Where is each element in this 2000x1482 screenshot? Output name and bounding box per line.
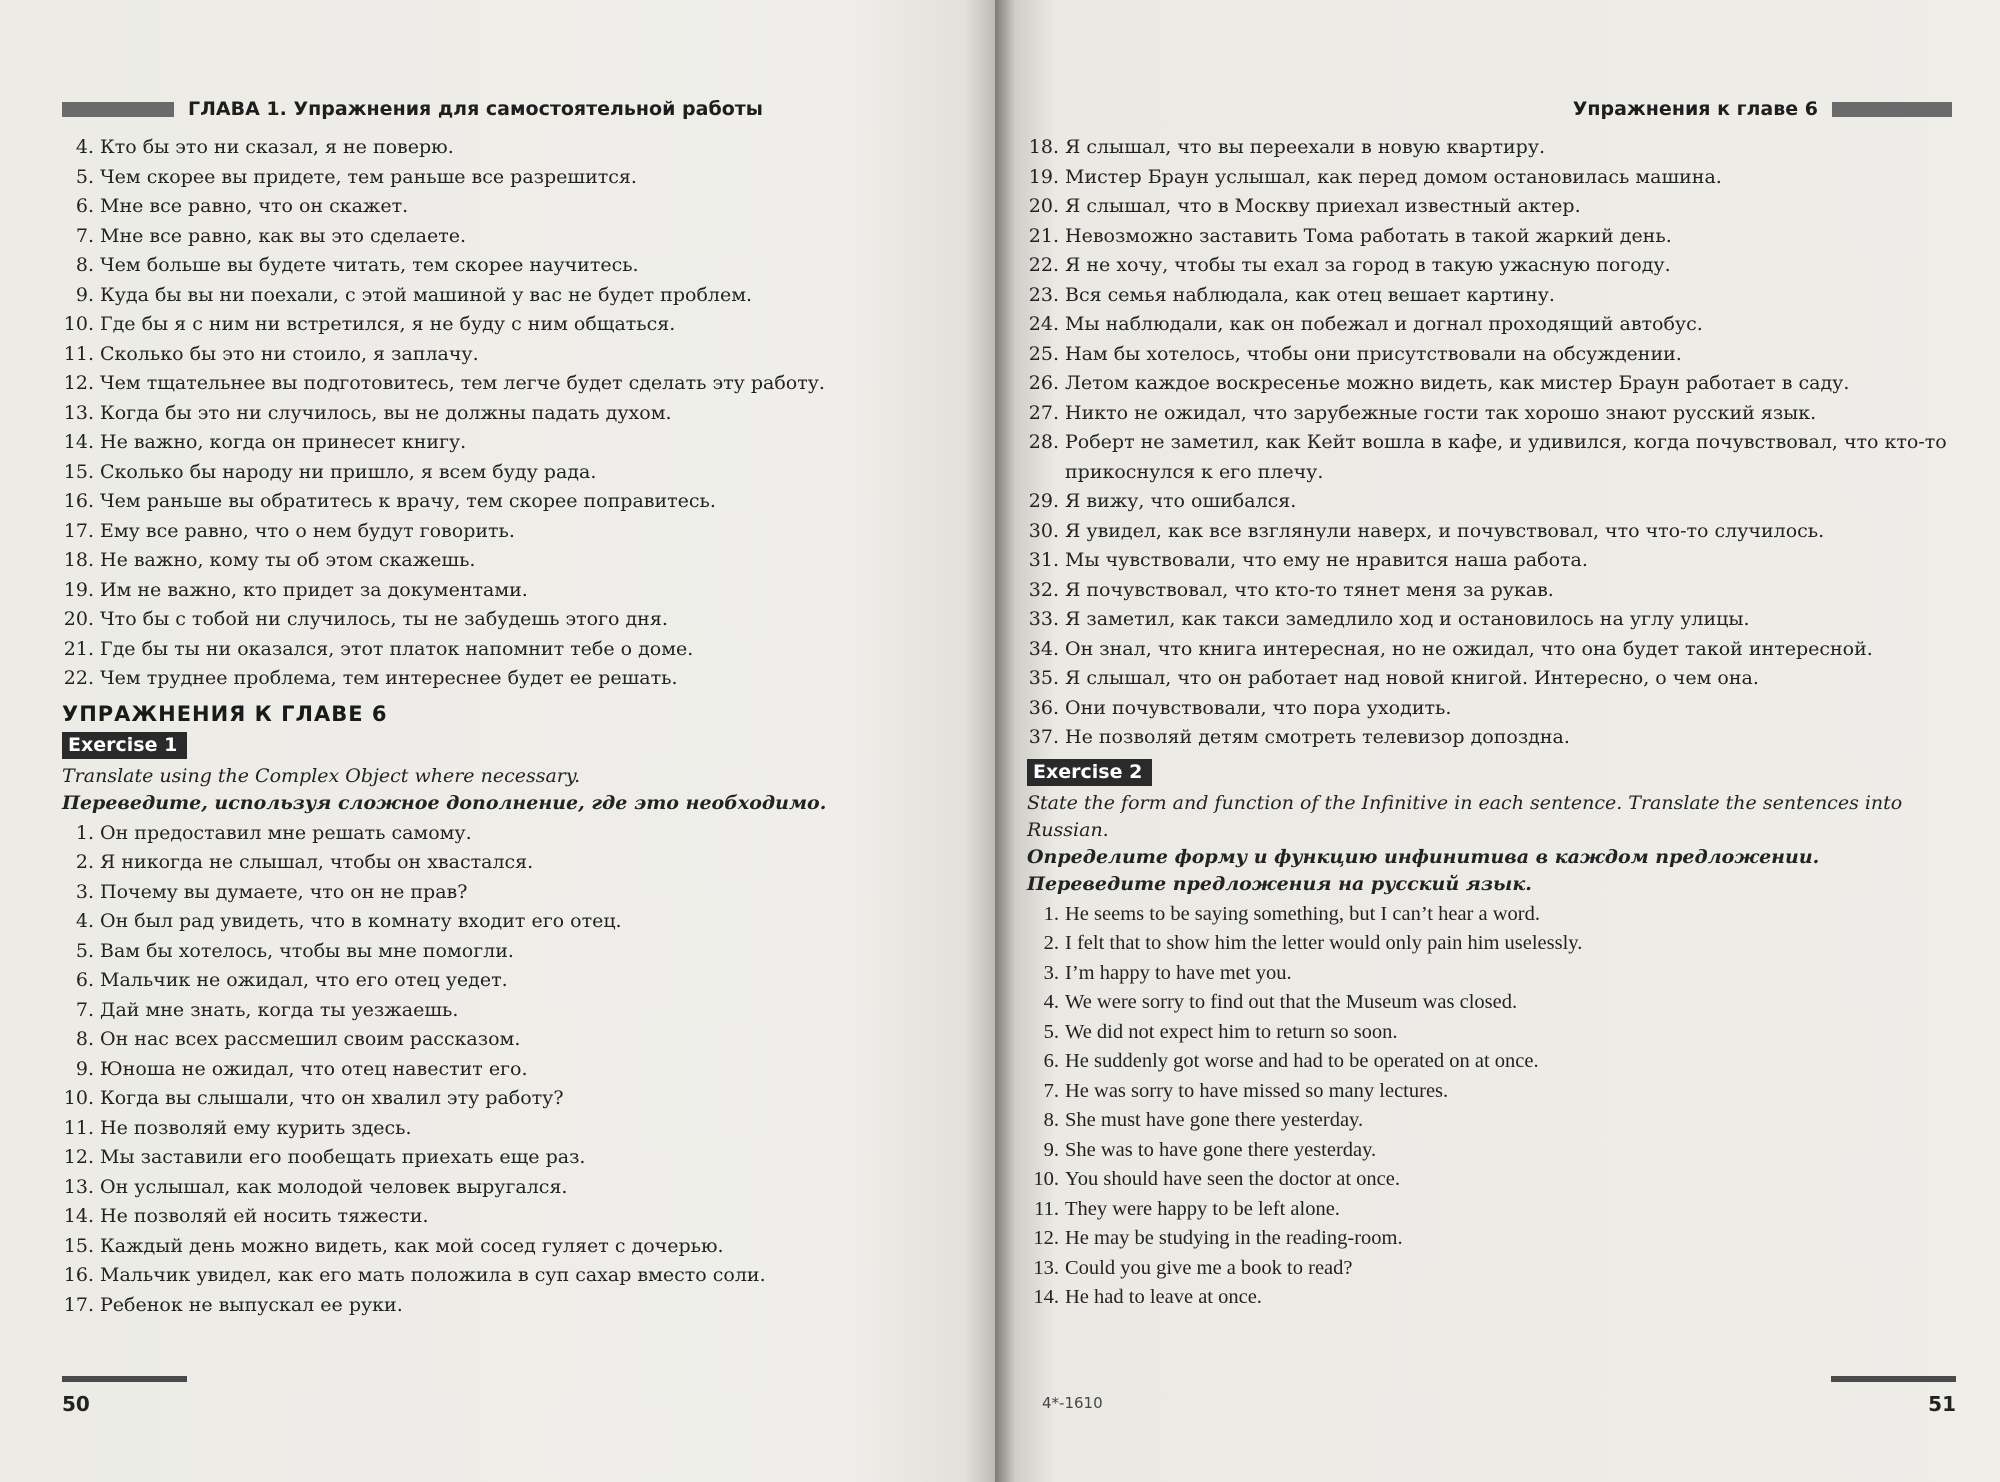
- item-text: Сколько бы это ни стоило, я заплачу.: [100, 342, 479, 365]
- list-item: [62, 1173, 932, 1203]
- list-item: [1027, 900, 1962, 930]
- item-number: 18.: [1028, 136, 1059, 158]
- list-item: [62, 1202, 932, 1232]
- item-number: 11.: [63, 1116, 94, 1139]
- list-item: [1027, 1254, 1962, 1284]
- item-number: 11.: [63, 342, 94, 365]
- list-item: [1027, 399, 1962, 429]
- item-text: Мы заставили его пообещать приехать еще раз.: [100, 1146, 586, 1168]
- list-item: [1027, 664, 1962, 694]
- left-running-header: [62, 98, 763, 120]
- list-item: [62, 576, 932, 606]
- item-number: 3.: [75, 880, 94, 903]
- item-text: He had to leave at once.: [1065, 1286, 1262, 1308]
- item-text: She must have gone there yesterday.: [1065, 1109, 1364, 1131]
- list-item: [62, 819, 932, 849]
- item-number: 19.: [1028, 165, 1059, 188]
- item-number: 22.: [63, 667, 94, 689]
- item-text: We were sorry to find out that the Museum was closed.: [1065, 991, 1518, 1013]
- list-item: [62, 546, 932, 576]
- item-text: Где бы я с ним ни встретился, я не буду с ним общаться.: [100, 313, 676, 335]
- item-text: He was sorry to have missed so many lectures.: [1065, 1079, 1449, 1102]
- item-text: Чем скорее вы придете, тем раньше все разрешится.: [100, 165, 637, 188]
- item-text: Он знал, что книга интересная, но не ожидал, что она будет такой интересной.: [1065, 637, 1873, 660]
- item-text: Не позволяй ей носить тяжести.: [100, 1205, 429, 1227]
- item-number: 13.: [63, 1175, 94, 1198]
- list-item: [62, 369, 932, 399]
- item-number: 29.: [1028, 490, 1059, 512]
- item-text: Кто бы это ни сказал, я не поверю.: [100, 136, 454, 158]
- item-text: Мистер Браун услышал, как перед домом остановилась машина.: [1065, 165, 1722, 188]
- item-number: 3.: [1043, 961, 1059, 984]
- item-number: 6.: [75, 969, 94, 991]
- item-number: 12.: [1033, 1227, 1059, 1249]
- item-number: 1.: [75, 821, 94, 844]
- header-bar: [62, 102, 174, 117]
- list-item: [1027, 723, 1962, 753]
- item-text: He may be studying in the reading-room.: [1065, 1227, 1403, 1249]
- item-number: 7.: [75, 998, 94, 1021]
- list-item: [1027, 546, 1962, 576]
- list-item: [1027, 605, 1962, 635]
- item-text: Что бы с тобой ни случилось, ты не забудешь этого дня.: [100, 608, 668, 630]
- right-page-number: 51: [1928, 1392, 1956, 1416]
- list-item: [1027, 1195, 1962, 1225]
- list-item: [1027, 1224, 1962, 1254]
- item-number: 10.: [63, 1087, 94, 1109]
- item-number: 16.: [63, 1264, 94, 1286]
- left-content: [62, 133, 932, 1320]
- list-item: [1027, 1018, 1962, 1048]
- item-text: Он услышал, как молодой человек выругался.: [100, 1175, 568, 1198]
- list-item: [62, 310, 932, 340]
- item-number: 15.: [63, 1234, 94, 1257]
- item-text: Когда вы слышали, что он хвалил эту работу?: [100, 1087, 564, 1109]
- list-item: [62, 635, 932, 665]
- list-item: [62, 937, 932, 967]
- list-item: [1027, 340, 1962, 370]
- list-item: [62, 605, 932, 635]
- list-item: [62, 487, 932, 517]
- exercise-1-label: Exercise 1: [62, 732, 187, 759]
- item-number: 4.: [75, 136, 94, 158]
- item-text: I’m happy to have met you.: [1065, 961, 1292, 984]
- item-text: Чем больше вы будете читать, тем скорее научитесь.: [100, 254, 639, 276]
- item-text: Сколько бы народу ни пришло, я всем буду рада.: [100, 460, 597, 483]
- item-number: 30.: [1028, 519, 1059, 542]
- list-item: [62, 192, 932, 222]
- item-number: 20.: [63, 608, 94, 630]
- left-footer: [62, 1376, 187, 1416]
- list-item: [62, 163, 932, 193]
- right-items-list: [1027, 133, 1962, 753]
- item-text: Куда бы вы ни поехали, с этой машиной у вас не будет проблем.: [100, 283, 753, 306]
- footer-bar: [1831, 1376, 1956, 1382]
- list-item: [1027, 1077, 1962, 1107]
- item-text: Не позволяй детям смотреть телевизор допоздна.: [1065, 726, 1570, 748]
- item-number: 25.: [1028, 342, 1059, 365]
- item-text: She was to have gone there yesterday.: [1065, 1138, 1377, 1161]
- item-number: 12.: [63, 1146, 94, 1168]
- item-text: Нам бы хотелось, чтобы они присутствовали на обсуждении.: [1065, 342, 1682, 365]
- list-item: [62, 517, 932, 547]
- list-item: [1027, 1165, 1962, 1195]
- list-item: [1027, 133, 1962, 163]
- item-number: 2.: [1043, 932, 1059, 954]
- item-number: 37.: [1028, 726, 1059, 748]
- item-text: You should have seen the doctor at once.: [1065, 1168, 1400, 1190]
- item-text: Дай мне знать, когда ты уезжаешь.: [100, 998, 459, 1021]
- item-text: Я слышал, что в Москву приехал известный актер.: [1065, 195, 1581, 217]
- item-number: 5.: [1043, 1020, 1059, 1043]
- list-item: [62, 340, 932, 370]
- item-text: He seems to be saying something, but I can’t hear a word.: [1065, 902, 1540, 925]
- list-item: [62, 907, 932, 937]
- exercise-2-instruction-ru: Определите форму и функцию инфинитива в каждом предложении. Переведите предложения на русский язык.: [1027, 845, 1820, 895]
- item-number: 13.: [63, 401, 94, 424]
- item-number: 4.: [1043, 991, 1059, 1013]
- list-item: [1027, 959, 1962, 989]
- item-text: Вам бы хотелось, чтобы вы мне помогли.: [100, 939, 514, 962]
- item-text: Летом каждое воскресенье можно видеть, как мистер Браун работает в саду.: [1065, 372, 1850, 394]
- item-text: Чем раньше вы обратитесь к врачу, тем скорее поправитесь.: [100, 490, 716, 512]
- list-item: [62, 428, 932, 458]
- item-number: 36.: [1028, 696, 1059, 719]
- item-text: Не важно, кому ты об этом скажешь.: [100, 549, 476, 571]
- right-page: [995, 0, 2000, 1482]
- right-header-text: Упражнения к главе 6: [1572, 98, 1818, 120]
- item-text: Он нас всех рассмешил своим рассказом.: [100, 1028, 521, 1050]
- list-item: [62, 848, 932, 878]
- item-text: Я вижу, что ошибался.: [1065, 490, 1297, 512]
- item-text: Я не хочу, чтобы ты ехал за город в такую ужасную погоду.: [1065, 254, 1671, 276]
- item-text: Он предоставил мне решать самому.: [100, 821, 472, 844]
- item-number: 14.: [63, 431, 94, 453]
- item-text: Каждый день можно видеть, как мой сосед гуляет с дочерью.: [100, 1234, 724, 1257]
- item-number: 9.: [75, 283, 94, 306]
- list-item: [62, 1143, 932, 1173]
- list-item: [1027, 487, 1962, 517]
- item-text: Я почувствовал, что кто-то тянет меня за рукав.: [1065, 578, 1554, 601]
- list-item: [1027, 163, 1962, 193]
- item-text: They were happy to be left alone.: [1065, 1197, 1340, 1220]
- item-text: Мы чувствовали, что ему не нравится наша работа.: [1065, 549, 1588, 571]
- list-item: [1027, 192, 1962, 222]
- item-text: Чем тщательнее вы подготовитесь, тем легче будет сделать эту работу.: [100, 372, 825, 394]
- list-item: [62, 1261, 932, 1291]
- exercise-1-list: [62, 819, 932, 1321]
- item-text: Ему все равно, что о нем будут говорить.: [100, 519, 515, 542]
- item-number: 13.: [1033, 1256, 1059, 1279]
- exercise-2-instruction-en: State the form and function of the Infinitive in each sentence. Translate the sentences into Russian.: [1027, 791, 1903, 841]
- item-text: Я слышал, что вы переехали в новую квартиру.: [1065, 136, 1546, 158]
- item-text: Юноша не ожидал, что отец навестит его.: [100, 1057, 528, 1080]
- item-number: 1.: [1043, 902, 1059, 925]
- list-item: [62, 281, 932, 311]
- list-item: [62, 222, 932, 252]
- item-number: 15.: [63, 460, 94, 483]
- list-item: [1027, 251, 1962, 281]
- item-number: 10.: [1033, 1168, 1059, 1190]
- item-text: Я заметил, как такси замедлило ход и остановилось на углу улицы.: [1065, 608, 1750, 630]
- list-item: [1027, 576, 1962, 606]
- list-item: [1027, 1136, 1962, 1166]
- item-text: Не важно, когда он принесет книгу.: [100, 431, 467, 453]
- list-item: [62, 251, 932, 281]
- item-text: I felt that to show him the letter would only pain him uselessly.: [1065, 932, 1583, 954]
- section-title: УПРАЖНЕНИЯ К ГЛАВЕ 6: [62, 701, 388, 726]
- item-number: 5.: [75, 165, 94, 188]
- item-number: 8.: [1043, 1109, 1059, 1131]
- item-text: Они почувствовали, что пора уходить.: [1065, 696, 1452, 719]
- item-number: 34.: [1028, 637, 1059, 660]
- item-number: 24.: [1028, 313, 1059, 335]
- item-text: Мне все равно, что он скажет.: [100, 195, 409, 217]
- list-item: [62, 878, 932, 908]
- list-item: [62, 966, 932, 996]
- item-number: 26.: [1028, 372, 1059, 394]
- list-item: [1027, 1106, 1962, 1136]
- item-number: 19.: [63, 578, 94, 601]
- item-number: 7.: [75, 224, 94, 247]
- list-item: [62, 1025, 932, 1055]
- item-text: Мне все равно, как вы это сделаете.: [100, 224, 467, 247]
- item-number: 33.: [1028, 608, 1059, 630]
- item-number: 21.: [1028, 224, 1059, 247]
- printer-signature: 4*-1610: [1042, 1394, 1103, 1412]
- list-item: [1027, 517, 1962, 547]
- item-text: Could you give me a book to read?: [1065, 1256, 1353, 1279]
- list-item: [1027, 281, 1962, 311]
- item-text: Почему вы думаете, что он не прав?: [100, 880, 468, 903]
- exercise-1-instruction-ru: Переведите, используя сложное дополнение, где это необходимо.: [62, 791, 827, 814]
- exercise-1-instruction-en: Translate using the Complex Object where necessary.: [62, 764, 581, 787]
- item-number: 14.: [1033, 1286, 1059, 1308]
- left-items-list: [62, 133, 932, 694]
- item-text: Мальчик увидел, как его мать положила в суп сахар вместо соли.: [100, 1264, 766, 1286]
- list-item: [1027, 222, 1962, 252]
- item-text: Когда бы это ни случилось, вы не должны падать духом.: [100, 401, 672, 424]
- item-number: 9.: [75, 1057, 94, 1080]
- item-text: Чем труднее проблема, тем интереснее будет ее решать.: [100, 667, 678, 689]
- item-number: 4.: [75, 910, 94, 932]
- item-text: He suddenly got worse and had to be operated on at once.: [1065, 1050, 1539, 1072]
- item-number: 31.: [1028, 549, 1059, 571]
- item-number: 10.: [63, 313, 94, 335]
- list-item: [1027, 1283, 1962, 1313]
- list-item: [62, 133, 932, 163]
- list-item: [1027, 988, 1962, 1018]
- list-item: [1027, 694, 1962, 724]
- item-number: 7.: [1043, 1079, 1059, 1102]
- item-text: Невозможно заставить Тома работать в такой жаркий день.: [1065, 224, 1672, 247]
- list-item: [1027, 1047, 1962, 1077]
- item-number: 14.: [63, 1205, 94, 1227]
- item-text: Им не важно, кто придет за документами.: [100, 578, 528, 601]
- item-number: 20.: [1028, 195, 1059, 217]
- item-number: 8.: [75, 254, 94, 276]
- list-item: [62, 399, 932, 429]
- list-item: [1027, 369, 1962, 399]
- item-text: Вся семья наблюдала, как отец вешает картину.: [1065, 283, 1555, 306]
- left-page: [0, 0, 995, 1482]
- item-number: 16.: [63, 490, 94, 512]
- list-item: [62, 458, 932, 488]
- item-number: 6.: [75, 195, 94, 217]
- item-text: Мы наблюдали, как он побежал и догнал проходящий автобус.: [1065, 313, 1703, 335]
- item-number: 21.: [63, 637, 94, 660]
- item-text: Я увидел, как все взглянули наверх, и почувствовал, что что-то случилось.: [1065, 519, 1825, 542]
- left-page-number: 50: [62, 1392, 90, 1416]
- item-number: 27.: [1028, 401, 1059, 424]
- right-running-header: [1573, 98, 1952, 120]
- item-number: 32.: [1028, 578, 1059, 601]
- item-text: We did not expect him to return so soon.: [1065, 1020, 1398, 1043]
- item-number: 17.: [63, 519, 94, 542]
- list-item: [62, 1232, 932, 1262]
- item-number: 22.: [1028, 254, 1059, 276]
- list-item: [62, 1055, 932, 1085]
- item-text: Ребенок не выпускал ее руки.: [100, 1293, 403, 1316]
- right-footer: [1831, 1376, 1956, 1416]
- list-item: [1027, 929, 1962, 959]
- item-number: 5.: [75, 939, 94, 962]
- header-bar: [1832, 102, 1952, 117]
- item-number: 9.: [1043, 1138, 1059, 1161]
- list-item: [1027, 428, 1962, 487]
- list-item: [1027, 310, 1962, 340]
- list-item: [62, 1291, 932, 1321]
- item-number: 8.: [75, 1028, 94, 1050]
- item-text: Роберт не заметил, как Кейт вошла в кафе, и удивился, когда почувствовал, что кто-то прикоснулся к его плечу.: [1065, 431, 1947, 483]
- item-text: Никто не ожидал, что зарубежные гости так хорошо знают русский язык.: [1065, 401, 1817, 424]
- item-text: Он был рад увидеть, что в комнату входит его отец.: [100, 910, 622, 932]
- footer-bar: [62, 1376, 187, 1382]
- item-text: Где бы ты ни оказался, этот платок напомнит тебе о доме.: [100, 637, 694, 660]
- item-number: 35.: [1028, 667, 1059, 689]
- item-number: 6.: [1043, 1050, 1059, 1072]
- item-text: Не позволяй ему курить здесь.: [100, 1116, 412, 1139]
- right-content: [1027, 133, 1962, 1313]
- item-number: 28.: [1028, 431, 1059, 453]
- list-item: [1027, 635, 1962, 665]
- exercise-2-label: Exercise 2: [1027, 759, 1152, 786]
- list-item: [62, 664, 932, 694]
- left-header-text: ГЛАВА 1. Упражнения для самостоятельной работы: [188, 98, 763, 120]
- item-number: 23.: [1028, 283, 1059, 306]
- item-text: Мальчик не ожидал, что его отец уедет.: [100, 969, 508, 991]
- item-number: 12.: [63, 372, 94, 394]
- list-item: [62, 1114, 932, 1144]
- item-number: 11.: [1034, 1197, 1059, 1220]
- list-item: [62, 1084, 932, 1114]
- list-item: [62, 996, 932, 1026]
- exercise-2-list: [1027, 900, 1962, 1313]
- item-text: Я никогда не слышал, чтобы он хвастался.: [100, 851, 534, 873]
- item-number: 18.: [63, 549, 94, 571]
- item-number: 17.: [63, 1293, 94, 1316]
- item-number: 2.: [75, 851, 94, 873]
- item-text: Я слышал, что он работает над новой книгой. Интересно, о чем она.: [1065, 667, 1759, 689]
